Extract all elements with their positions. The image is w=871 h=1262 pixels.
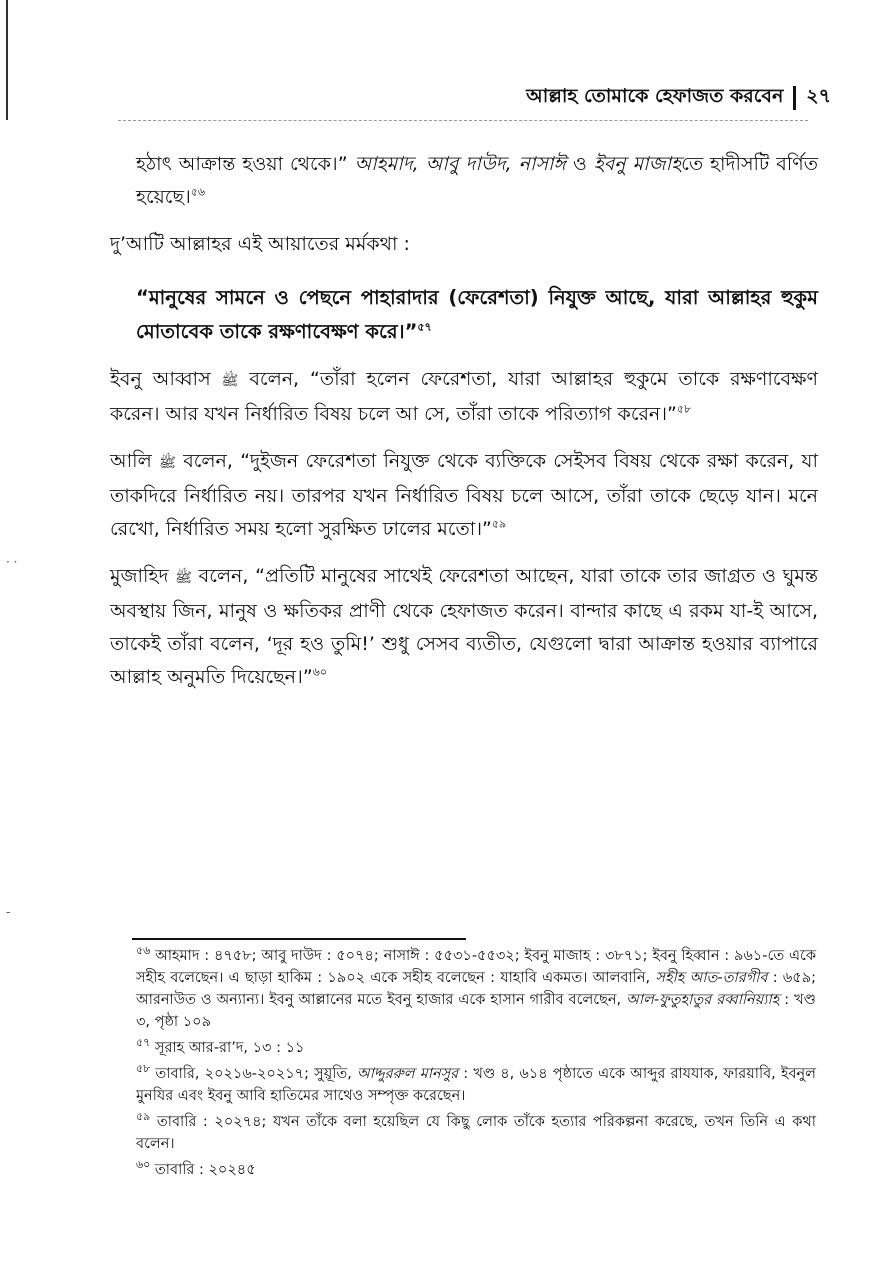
- footnote-number: ৫৭: [136, 1036, 151, 1050]
- footnote-ref[interactable]: ৫৭: [417, 320, 432, 333]
- footnote-ref[interactable]: ৫৯: [491, 517, 507, 531]
- paragraph-1: হঠাৎ আক্রান্ত হওয়া থেকে।” আহমাদ, আবু দাউদ, নাসাঈ ও ইবনু মাজাহতে হাদীসটি বর্ণিত হয়েছে।$^{৫৬}$: [136, 153, 818, 208]
- paragraph-2: দু’আটি আল্লাহর এই আয়াতের মর্মকথা :: [110, 233, 410, 255]
- margin-mark-dash: -: [6, 905, 11, 919]
- footnote-60: $^{৬০}$ তাবারি : ২০২৪৫: [136, 1158, 256, 1178]
- header-rule: [118, 120, 808, 121]
- header-title: আল্লাহ তোমাকে হেফাজত করবেন: [526, 85, 784, 107]
- paragraph-3: ইবনু আব্বাস ﷺ বলেন, “তাঁরা হলেন ফেরেশতা, যারা আল্লাহর হুকুমে তাকে রক্ষণাবেক্ষণ করেন। আর যখন নির্ধারিত বিষয় চলে আ সে, তাঁরা তাকে পরিত্যাগ করেন।”$^{৫৮}$: [110, 367, 818, 425]
- paragraph-5: মুজাহিদ ﷺ বলেন, “প্রতিটি মানুষের সাথেই ফেরেশতা আছেন, যারা তাকে তার জাগ্রত ও ঘুমন্ত অবস্থায় জিন, মানুষ ও ক্ষতিকর প্রাণী থেকে হেফাজত করেন। বান্দার কাছে এ রকম যা-ই আসে, তাকেই তাঁরা বলেন, ‘দূর হও তুমি!’ শুধু সেসব ব্যতীত, যেগুলো দ্বারা আক্রান্ত হওয়ার ব্যাপারে আল্লাহ অনুমতি দিয়েছেন।”$^{৬০}$: [110, 564, 818, 688]
- footnote-ref[interactable]: ৬০: [312, 665, 327, 679]
- main-text: [110, 148, 818, 708]
- citation-italic: আহমাদ, আবু দাউদ, নাসাঈ: [354, 153, 566, 175]
- footnote-59: $^{৫৯}$ তাবারি : ২০২৭৪; যখন তাঁকে বলা হয়েছিল যে কিছু লোক তাঁকে হত্যার পরিকল্পনা করেছে, তখন তিনি এ কথা বলেন।: [136, 1110, 816, 1152]
- footnote-58: $^{৫৮}$ তাবারি, ২০২১৬-২০২১৭; সুয়ূতি, আদ্দুররুল মানসুর : খণ্ড ৪, ৬১৪ পৃষ্ঠাতে একে আব্দুর রাযযাক, ফারয়াবি, ইবনুল মুনযির এবং ইবনু আবি হাতিমের সাথেও সম্পৃক্ত করেছেন।: [136, 1062, 816, 1104]
- footnote-number: ৫৮: [136, 1062, 151, 1076]
- binding-edge-line: [6, 0, 8, 120]
- footnotes: [136, 945, 816, 1185]
- page-number: ২৭: [806, 85, 831, 107]
- paragraph-4: আলি ﷺ বলেন, “দুইজন ফেরেশতা নিযুক্ত থেকে ব্যক্তিকে সেইসব বিষয় থেকে রক্ষা করেন, যা তাকদিরে নির্ধারিত নয়। তারপর যখন নির্ধারিত বিষয় চলে আসে, তাঁরা তাকে ছেড়ে যান। মনে রেখো, নির্ধারিত সময় হলো সুরক্ষিত ঢালের মতো।”$^{৫৯}$: [110, 449, 818, 540]
- footnote-ref[interactable]: ৫৮: [676, 402, 692, 416]
- honorific-glyph: ﷺ: [175, 569, 193, 586]
- header-separator: [793, 86, 796, 110]
- footnote-number: ৫৬: [136, 944, 151, 958]
- footnote-divider: [132, 938, 466, 940]
- margin-mark-dots: · ·: [6, 555, 18, 569]
- footnote-number: ৬০: [136, 1158, 151, 1172]
- citation-italic: ইবনু মাজাহ: [593, 153, 682, 175]
- footnote-56: $^{৫৬}$ আহমাদ : ৪৭৫৮; আবু দাউদ : ৫০৭৪; নাসাঈ : ৫৫৩১-৫৫৩২; ইবনু মাজাহ : ৩৮৭১; ইবনু হিব্বান : ৯৬১-তে একে সহীহ বলেছেন। এ ছাড়া হাকিম : ১৯০২ একে সহীহ বলেছেন : যাহাবি একমত। আলবানি, সহীহ আত-তারগীব : ৬৫৯; আরনাউত ও অন্যান্য। ইবনু আল্লানের মতে ইবনু হাজার একে হাসান গারীব বলেছেন, আল-ফুতুহাতুর রব্বানিয়্যাহ : খণ্ড ৩, পৃষ্ঠা ১০৯: [136, 944, 816, 1030]
- quranic-quote: “মানুষের সামনে ও পেছনে পাহারাদার (ফেরেশতা) নিযুক্ত আছে, যারা আল্লাহর হুকুম মোতাবেক তাকে রক্ষণাবেক্ষণ করে।”$^{৫৭}$: [136, 285, 818, 343]
- footnote-ref[interactable]: ৫৬: [190, 185, 206, 199]
- footnote-57: $^{৫৭}$ সূরাহ আর-রা’দ, ১৩ : ১১: [136, 1036, 305, 1056]
- footnote-number: ৫৯: [136, 1110, 151, 1124]
- honorific-glyph: ﷺ: [221, 372, 239, 389]
- running-header: [478, 82, 831, 114]
- honorific-glyph: ﷺ: [159, 454, 176, 471]
